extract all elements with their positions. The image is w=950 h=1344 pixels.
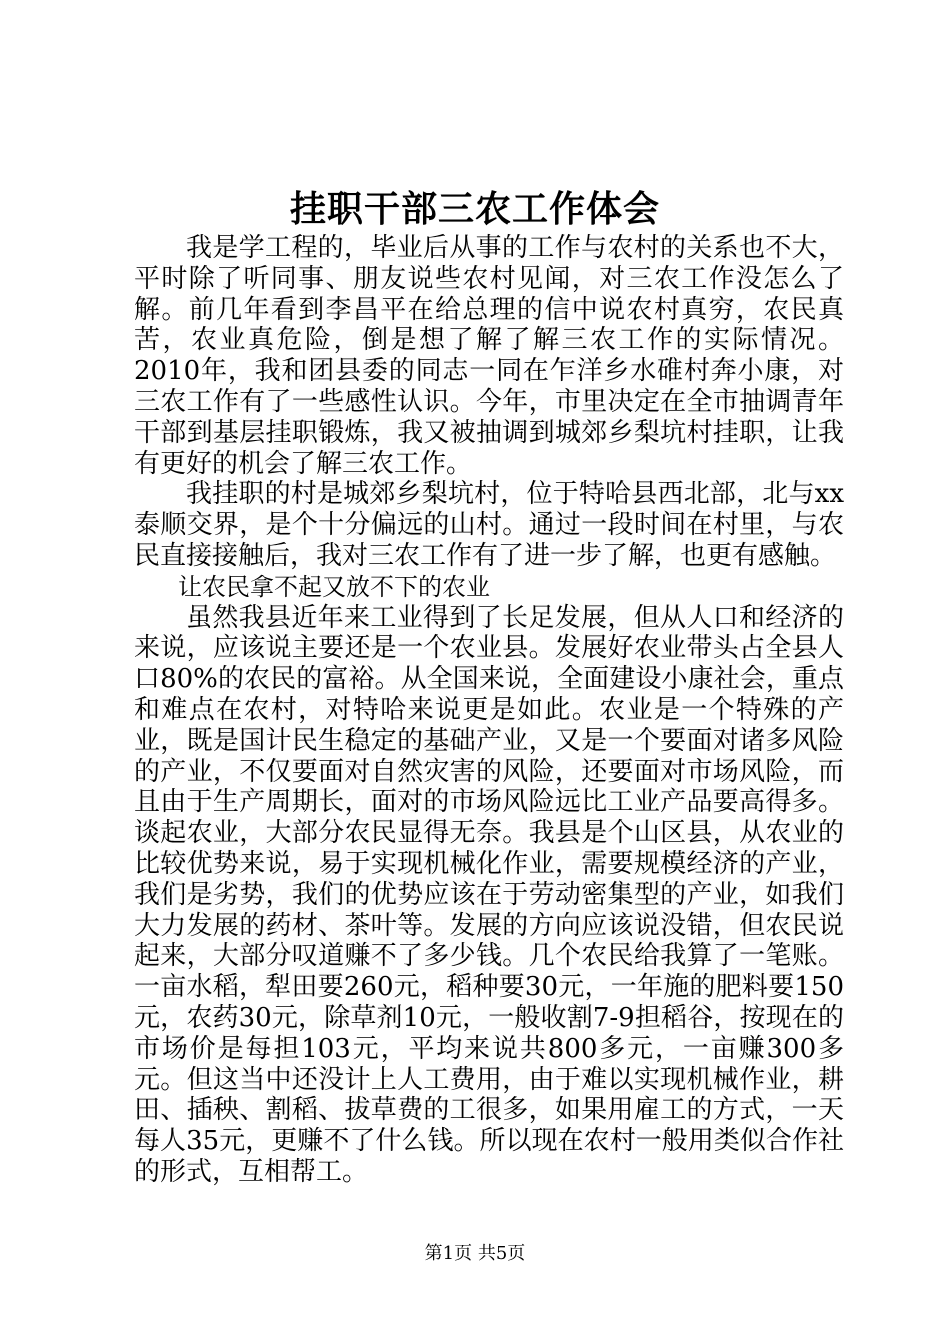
page-number-footer: 第1页 共5页 [424, 1243, 526, 1264]
document-body [134, 233, 844, 1188]
paragraph-3: 虽然我县近年来工业得到了长足发展，但从人口和经济的来说，应该说主要还是一个农业县。发展好农业带头占全县人口80%的农民的富裕。从全国来说，全面建设小康社会，重点和难点在农村，对特哈来说更是如此。农业是一个特殊的产业，既是国计民生稳定的基础产业，又是一个要面对诸多风险的产业，不仅要面对自然灾害的风险，还要面对市场风险，而且由于生产周期长，面对的市场风险远比工业产品要高得多。谈起农业，大部分农民显得无奈。我县是个山区县，从农业的比较优势来说，易于实现机械化作业，需要规模经济的产业，我们是劣势，我们的优势应该在于劳动密集型的产业，如我们大力发展的药材、茶叶等。发展的方向应该说没错，但农民说起来，大部分叹道赚不了多少钱。几个农民给我算了一笔账。一亩水稻，犁田要260元，稻种要30元，一年施的肥料要150元，农药30元，除草剂10元，一般收割7-9担稻谷，按现在的市场价是每担103元，平均来说共800多元，一亩赚300多元。但这当中还没计上人工费用，由于难以实现机械作业，耕田、插秧、割稻、拔草费的工很多，如果用雇工的方式，一天每人35元，更赚不了什么钱。所以现在农村一般用类似合作社的形式，互相帮工。 [134, 602, 844, 1187]
section-subheading: 让农民拿不起又放不下的农业 [178, 572, 490, 601]
paragraph-2: 我挂职的村是城郊乡梨坑村，位于特哈县西北部，北与xx泰顺交界，是个十分偏远的山村。通过一段时间在村里，与农民直接接触后，我对三农工作有了进一步了解，也更有感触。 [134, 479, 844, 571]
paragraph-1: 我是学工程的，毕业后从事的工作与农村的关系也不大，平时除了听同事、朋友说些农村见闻，对三农工作没怎么了解。前几年看到李昌平在给总理的信中说农村真穷，农民真苦，农业真危险，倒是想了解了解三农工作的实际情况。2010年，我和团县委的同志一同在乍洋乡水碓村奔小康，对三农工作有了一些感性认识。今年，市里决定在全市抽调青年干部到基层挂职锻炼，我又被抽调到城郊乡梨坑村挂职，让我有更好的机会了解三农工作。 [134, 233, 844, 479]
document-title: 挂职干部三农工作体会 [289, 188, 660, 230]
